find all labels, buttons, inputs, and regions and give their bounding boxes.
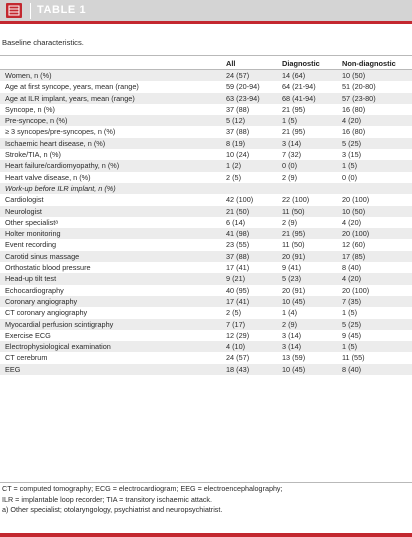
table-row xyxy=(0,251,412,262)
row-label: Heart failure/cardiomyopathy, n (%) xyxy=(5,161,120,171)
table-row xyxy=(0,81,412,92)
row-label: Orthostatic blood pressure xyxy=(5,263,91,273)
cell-all: 37 (88) xyxy=(226,104,250,114)
row-label: Myocardial perfusion scintigraphy xyxy=(5,319,114,329)
cell-non-diagnostic: 5 (25) xyxy=(342,138,362,148)
cell-all: 5 (12) xyxy=(226,116,246,126)
cell-non-diagnostic: 4 (20) xyxy=(342,217,362,227)
cell-non-diagnostic: 1 (5) xyxy=(342,342,358,352)
row-label: Event recording xyxy=(5,240,57,250)
table-label: TABLE 1 xyxy=(37,4,87,16)
row-label: Electrophysiological examination xyxy=(5,342,111,352)
row-label: Stroke/TIA, n (%) xyxy=(5,150,61,160)
cell-diagnostic: 10 (45) xyxy=(282,296,306,306)
cell-diagnostic: 3 (14) xyxy=(282,138,302,148)
cell-non-diagnostic: 17 (85) xyxy=(342,251,366,261)
cell-all: 37 (88) xyxy=(226,127,250,137)
cell-non-diagnostic: 51 (20-80) xyxy=(342,82,376,92)
cell-diagnostic: 2 (9) xyxy=(282,217,298,227)
row-label: Neurologist xyxy=(5,206,42,216)
cell-diagnostic: 11 (50) xyxy=(282,206,305,216)
table-icon xyxy=(6,3,22,18)
cell-diagnostic: 20 (91) xyxy=(282,285,306,295)
table-row xyxy=(0,104,412,115)
column-header-all: All xyxy=(226,59,236,68)
table-row xyxy=(0,93,412,104)
cell-all: 17 (41) xyxy=(226,296,250,306)
table-row xyxy=(0,307,412,318)
table-row xyxy=(0,239,412,250)
cell-all: 41 (98) xyxy=(226,229,250,239)
cell-non-diagnostic: 8 (40) xyxy=(342,364,362,374)
table-row xyxy=(0,273,412,284)
cell-all: 8 (19) xyxy=(226,138,246,148)
cell-all: 6 (14) xyxy=(226,217,246,227)
footnote-line: ILR = implantable loop recorder; TIA = transitory ischaemic attack. xyxy=(2,494,212,504)
cell-diagnostic: 0 (0) xyxy=(282,161,298,171)
table-row xyxy=(0,149,412,160)
cell-non-diagnostic: 16 (80) xyxy=(342,104,366,114)
bottom-accent-bar xyxy=(0,533,412,537)
table-caption: Baseline characteristics. xyxy=(2,38,84,47)
cell-diagnostic: 3 (14) xyxy=(282,330,302,340)
table-row xyxy=(0,296,412,307)
cell-diagnostic: 21 (95) xyxy=(282,104,306,114)
cell-diagnostic: 5 (23) xyxy=(282,274,302,284)
table-row xyxy=(0,206,412,217)
cell-all: 21 (50) xyxy=(226,206,250,216)
cell-non-diagnostic: 11 (55) xyxy=(342,353,365,363)
section-row xyxy=(0,183,412,194)
cell-diagnostic: 9 (41) xyxy=(282,263,302,273)
cell-all: 42 (100) xyxy=(226,195,254,205)
row-label: Ischaemic heart disease, n (%) xyxy=(5,138,106,148)
cell-all: 18 (43) xyxy=(226,364,250,374)
table-row xyxy=(0,138,412,149)
cell-all: 40 (95) xyxy=(226,285,250,295)
cell-diagnostic: 21 (95) xyxy=(282,127,306,137)
row-label: Pre-syncope, n (%) xyxy=(5,116,68,126)
table-body xyxy=(0,70,412,375)
cell-diagnostic: 1 (4) xyxy=(282,308,298,318)
cell-all: 10 (24) xyxy=(226,150,250,160)
row-label: Head-up tilt test xyxy=(5,274,57,284)
cell-non-diagnostic: 4 (20) xyxy=(342,116,362,126)
cell-non-diagnostic: 7 (35) xyxy=(342,296,362,306)
row-label: Holter monitoring xyxy=(5,229,61,239)
cell-diagnostic: 68 (41-94) xyxy=(282,93,316,103)
row-label: Age at ILR implant, years, mean (range) xyxy=(5,93,135,103)
column-header-non-diagnostic: Non-diagnostic xyxy=(342,59,396,68)
cell-diagnostic: 10 (45) xyxy=(282,364,306,374)
footnote-line: CT = computed tomography; ECG = electrocardiogram; EEG = electroencephalography; xyxy=(2,484,283,493)
row-label: Cardiologist xyxy=(5,195,44,205)
cell-all: 1 (2) xyxy=(226,161,242,171)
table-row xyxy=(0,115,412,126)
cell-non-diagnostic: 0 (0) xyxy=(342,172,358,182)
cell-non-diagnostic: 9 (45) xyxy=(342,330,362,340)
cell-diagnostic: 21 (95) xyxy=(282,229,306,239)
cell-diagnostic: 2 (9) xyxy=(282,172,298,182)
cell-all: 63 (23-94) xyxy=(226,93,260,103)
table-row xyxy=(0,228,412,239)
table-row xyxy=(0,160,412,171)
cell-diagnostic: 20 (91) xyxy=(282,251,306,261)
cell-all: 2 (5) xyxy=(226,308,242,318)
table-row xyxy=(0,285,412,296)
row-label: EEG xyxy=(5,364,21,374)
cell-non-diagnostic: 20 (100) xyxy=(342,285,370,295)
cell-all: 9 (21) xyxy=(226,274,246,284)
cell-all: 59 (20-94) xyxy=(226,82,260,92)
table-row xyxy=(0,341,412,352)
cell-diagnostic: 11 (50) xyxy=(282,240,305,250)
cell-all: 17 (41) xyxy=(226,263,250,273)
cell-diagnostic: 22 (100) xyxy=(282,195,310,205)
table-footnotes xyxy=(2,484,283,516)
row-label: Work-up before ILR implant, n (%) xyxy=(5,183,116,193)
row-label: Syncope, n (%) xyxy=(5,104,55,114)
row-label: CT coronary angiography xyxy=(5,308,88,318)
table-row xyxy=(0,217,412,228)
cell-diagnostic: 3 (14) xyxy=(282,342,302,352)
row-label: Exercise ECG xyxy=(5,330,51,340)
cell-non-diagnostic: 57 (23-80) xyxy=(342,93,376,103)
cell-non-diagnostic: 8 (40) xyxy=(342,263,362,273)
table-row xyxy=(0,194,412,205)
table-row xyxy=(0,352,412,363)
cell-non-diagnostic: 12 (60) xyxy=(342,240,366,250)
cell-diagnostic: 2 (9) xyxy=(282,319,298,329)
row-label: Age at first syncope, years, mean (range) xyxy=(5,82,139,92)
cell-all: 24 (57) xyxy=(226,71,250,80)
cell-non-diagnostic: 5 (25) xyxy=(342,319,362,329)
column-header-diagnostic: Diagnostic xyxy=(282,59,320,68)
cell-all: 2 (5) xyxy=(226,172,242,182)
cell-diagnostic: 1 (5) xyxy=(282,116,298,126)
cell-all: 37 (88) xyxy=(226,251,250,261)
cell-diagnostic: 14 (64) xyxy=(282,71,306,80)
row-label: Carotid sinus massage xyxy=(5,251,80,261)
cell-all: 23 (55) xyxy=(226,240,250,250)
cell-diagnostic: 13 (59) xyxy=(282,353,306,363)
row-label: CT cerebrum xyxy=(5,353,48,363)
cell-all: 24 (57) xyxy=(226,353,250,363)
row-label: Other specialistᵃ xyxy=(5,217,59,227)
footnote-line: a) Other specialist; otolaryngology, psychiatrist and neuropsychiatrist. xyxy=(2,505,223,515)
cell-diagnostic: 64 (21-94) xyxy=(282,82,316,92)
table-row xyxy=(0,262,412,273)
cell-all: 7 (17) xyxy=(226,319,246,329)
table-row xyxy=(0,70,412,81)
row-label: Coronary angiography xyxy=(5,296,78,306)
table-row xyxy=(0,126,412,137)
header-separator xyxy=(30,3,31,19)
table-row xyxy=(0,364,412,375)
cell-all: 4 (10) xyxy=(226,342,246,352)
table-row xyxy=(0,330,412,341)
cell-non-diagnostic: 20 (100) xyxy=(342,195,370,205)
row-label: ≥ 3 syncopes/pre-syncopes, n (%) xyxy=(5,127,116,137)
row-label: Women, n (%) xyxy=(5,71,52,80)
cell-all: 12 (29) xyxy=(226,330,250,340)
cell-non-diagnostic: 1 (5) xyxy=(342,308,358,318)
table-row xyxy=(0,319,412,330)
cell-non-diagnostic: 4 (20) xyxy=(342,274,362,284)
top-rule xyxy=(0,55,412,56)
row-label: Heart valve disease, n (%) xyxy=(5,172,91,182)
bottom-rule xyxy=(0,482,412,483)
cell-non-diagnostic: 20 (100) xyxy=(342,229,370,239)
cell-diagnostic: 7 (32) xyxy=(282,150,302,160)
column-header-row xyxy=(0,57,412,69)
row-label: Echocardiography xyxy=(5,285,64,295)
cell-non-diagnostic: 3 (15) xyxy=(342,150,362,160)
cell-non-diagnostic: 16 (80) xyxy=(342,127,366,137)
cell-non-diagnostic: 10 (50) xyxy=(342,206,366,216)
table-header-bar xyxy=(0,0,412,24)
cell-non-diagnostic: 1 (5) xyxy=(342,161,358,171)
cell-non-diagnostic: 10 (50) xyxy=(342,71,366,80)
table-row xyxy=(0,172,412,183)
